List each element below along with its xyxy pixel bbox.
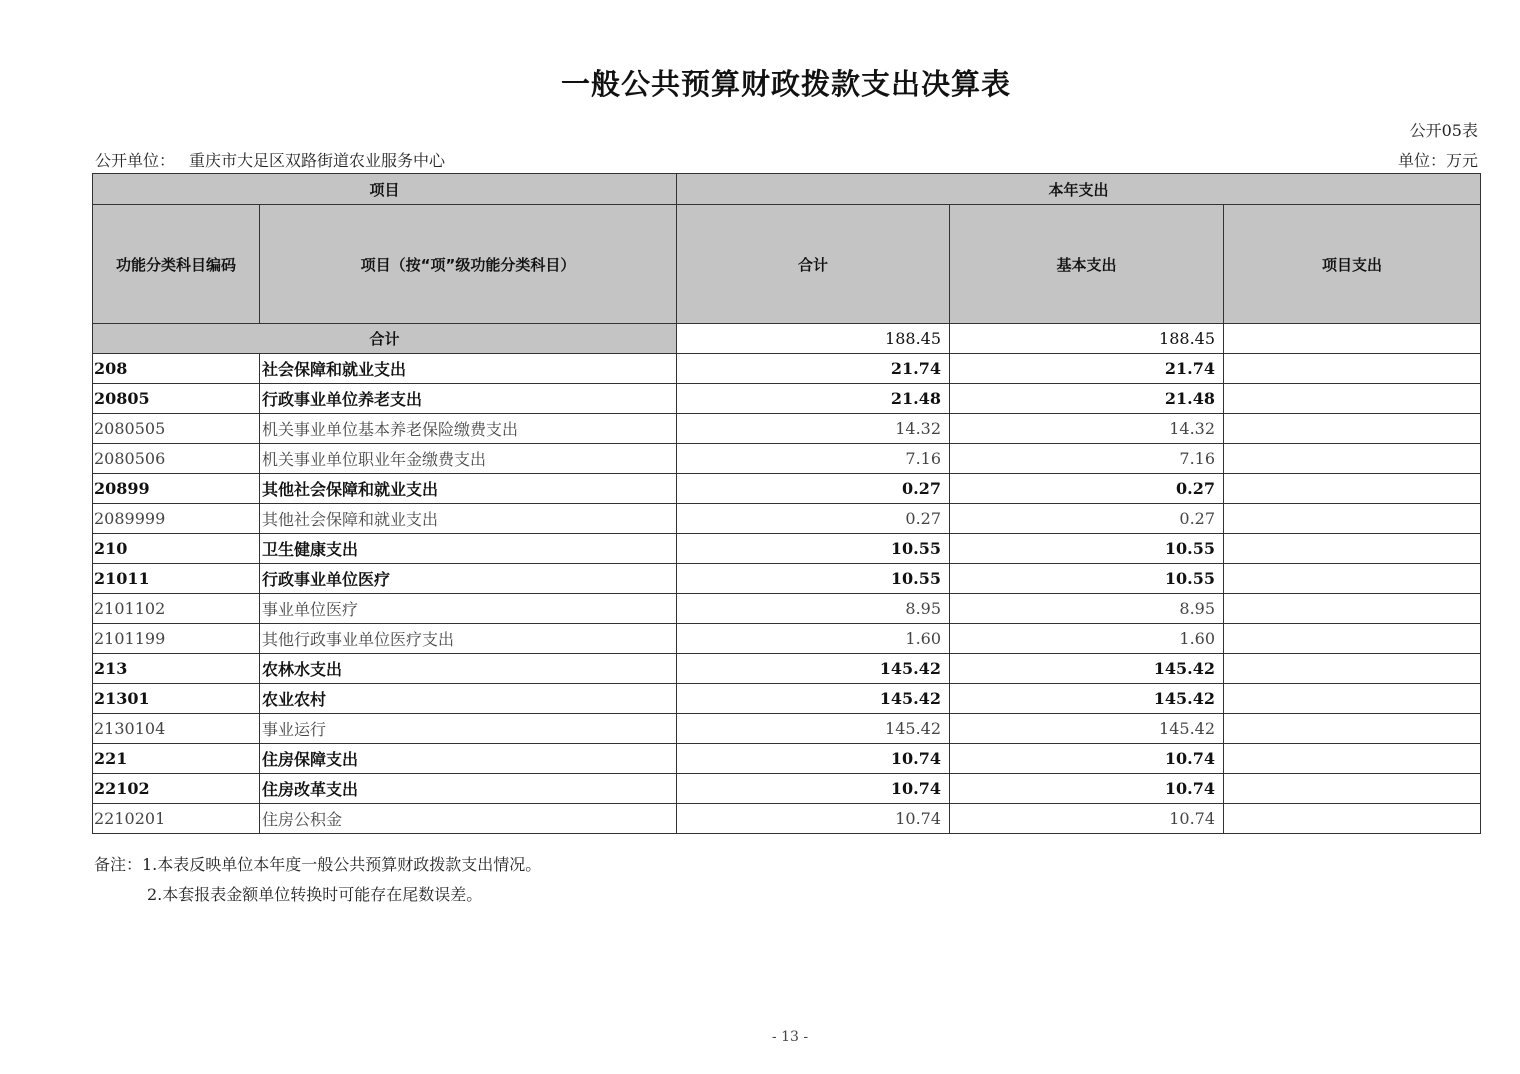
total-basic: 188.45 <box>950 324 1224 354</box>
header-name: 项目（按“项”级功能分类科目） <box>260 205 677 324</box>
note-2: 2.本套报表金额单位转换时可能存在尾数误差。 <box>147 885 483 904</box>
row-basic: 10.74 <box>950 804 1224 834</box>
row-code: 2080505 <box>93 414 260 444</box>
row-total: 145.42 <box>677 714 950 744</box>
row-basic: 14.32 <box>950 414 1224 444</box>
row-code: 213 <box>93 654 260 684</box>
row-total: 10.55 <box>677 534 950 564</box>
row-total: 21.74 <box>677 354 950 384</box>
row-code: 210 <box>93 534 260 564</box>
row-name: 行政事业单位医疗 <box>260 564 677 594</box>
header-item-group: 项目 <box>93 174 677 205</box>
row-basic: 21.48 <box>950 384 1224 414</box>
row-code: 21011 <box>93 564 260 594</box>
row-code: 2130104 <box>93 714 260 744</box>
row-basic: 10.74 <box>950 774 1224 804</box>
reporting-unit <box>95 148 445 171</box>
table-row <box>93 444 1481 474</box>
row-total: 8.95 <box>677 594 950 624</box>
row-basic: 145.42 <box>950 654 1224 684</box>
row-total: 10.74 <box>677 804 950 834</box>
row-name: 住房保障支出 <box>260 744 677 774</box>
table-row <box>93 354 1481 384</box>
row-total: 14.32 <box>677 414 950 444</box>
row-name: 机关事业单位职业年金缴费支出 <box>260 444 677 474</box>
row-project <box>1224 804 1481 834</box>
row-name: 机关事业单位基本养老保险缴费支出 <box>260 414 677 444</box>
row-total: 0.27 <box>677 474 950 504</box>
header-code: 功能分类科目编码 <box>93 205 260 324</box>
row-project <box>1224 414 1481 444</box>
row-project <box>1224 714 1481 744</box>
row-total: 145.42 <box>677 684 950 714</box>
row-basic: 1.60 <box>950 624 1224 654</box>
row-total: 0.27 <box>677 504 950 534</box>
row-project <box>1224 564 1481 594</box>
row-name: 住房改革支出 <box>260 774 677 804</box>
row-basic: 145.42 <box>950 684 1224 714</box>
table-row <box>93 534 1481 564</box>
row-code: 2080506 <box>93 444 260 474</box>
row-code: 2101199 <box>93 624 260 654</box>
row-total: 145.42 <box>677 654 950 684</box>
row-project <box>1224 534 1481 564</box>
total-label: 合计 <box>93 324 677 354</box>
table-row <box>93 594 1481 624</box>
header-basic: 基本支出 <box>950 205 1224 324</box>
row-basic: 0.27 <box>950 474 1224 504</box>
page-number: - 13 - <box>771 1029 809 1045</box>
table-row <box>93 564 1481 594</box>
row-project <box>1224 654 1481 684</box>
table-row <box>93 654 1481 684</box>
row-total: 21.48 <box>677 384 950 414</box>
row-code: 22102 <box>93 774 260 804</box>
row-basic: 145.42 <box>950 714 1224 744</box>
row-name: 行政事业单位养老支出 <box>260 384 677 414</box>
row-code: 20805 <box>93 384 260 414</box>
table-row <box>93 714 1481 744</box>
table-row <box>93 414 1481 444</box>
total-row <box>93 324 1481 354</box>
row-basic: 10.55 <box>950 534 1224 564</box>
row-project <box>1224 474 1481 504</box>
header-project: 项目支出 <box>1224 205 1481 324</box>
row-project <box>1224 594 1481 624</box>
table-row <box>93 774 1481 804</box>
row-total: 10.55 <box>677 564 950 594</box>
row-project <box>1224 444 1481 474</box>
row-total: 10.74 <box>677 774 950 804</box>
row-total: 7.16 <box>677 444 950 474</box>
row-code: 2089999 <box>93 504 260 534</box>
row-name: 农业农村 <box>260 684 677 714</box>
row-name: 其他行政事业单位医疗支出 <box>260 624 677 654</box>
reporting-unit-name: 重庆市大足区双路街道农业服务中心 <box>189 151 446 170</box>
table-row <box>93 384 1481 414</box>
table-row <box>93 504 1481 534</box>
row-basic: 0.27 <box>950 504 1224 534</box>
row-project <box>1224 624 1481 654</box>
row-code: 2210201 <box>93 804 260 834</box>
page-title: 一般公共预算财政拨款支出决算表 <box>560 67 1011 101</box>
header-current-year: 本年支出 <box>677 174 1481 205</box>
row-basic: 8.95 <box>950 594 1224 624</box>
total-amount: 188.45 <box>677 324 950 354</box>
row-name: 住房公积金 <box>260 804 677 834</box>
row-project <box>1224 684 1481 714</box>
row-name: 卫生健康支出 <box>260 534 677 564</box>
row-code: 2101102 <box>93 594 260 624</box>
note-1: 备注：1.本表反映单位本年度一般公共预算财政拨款支出情况。 <box>94 855 542 874</box>
row-project <box>1224 504 1481 534</box>
table-row <box>93 804 1481 834</box>
row-code: 21301 <box>93 684 260 714</box>
total-project <box>1224 324 1481 354</box>
row-total: 1.60 <box>677 624 950 654</box>
currency-unit: 单位：万元 <box>1397 151 1478 170</box>
row-name: 社会保障和就业支出 <box>260 354 677 384</box>
row-basic: 10.74 <box>950 744 1224 774</box>
row-name: 事业运行 <box>260 714 677 744</box>
expenditure-table <box>92 173 1481 834</box>
row-code: 208 <box>93 354 260 384</box>
row-basic: 21.74 <box>950 354 1224 384</box>
row-code: 20899 <box>93 474 260 504</box>
row-basic: 10.55 <box>950 564 1224 594</box>
reporting-unit-label: 公开单位： <box>95 151 176 170</box>
row-name: 事业单位医疗 <box>260 594 677 624</box>
header-total: 合计 <box>677 205 950 324</box>
row-total: 10.74 <box>677 744 950 774</box>
notes <box>94 850 541 910</box>
row-name: 农林水支出 <box>260 654 677 684</box>
table-row <box>93 624 1481 654</box>
row-basic: 7.16 <box>950 444 1224 474</box>
row-project <box>1224 354 1481 384</box>
row-name: 其他社会保障和就业支出 <box>260 504 677 534</box>
table-row <box>93 474 1481 504</box>
table-number: 公开05表 <box>1409 121 1478 140</box>
row-name: 其他社会保障和就业支出 <box>260 474 677 504</box>
row-project <box>1224 774 1481 804</box>
row-code: 221 <box>93 744 260 774</box>
row-project <box>1224 744 1481 774</box>
row-project <box>1224 384 1481 414</box>
table-row <box>93 684 1481 714</box>
table-row <box>93 744 1481 774</box>
